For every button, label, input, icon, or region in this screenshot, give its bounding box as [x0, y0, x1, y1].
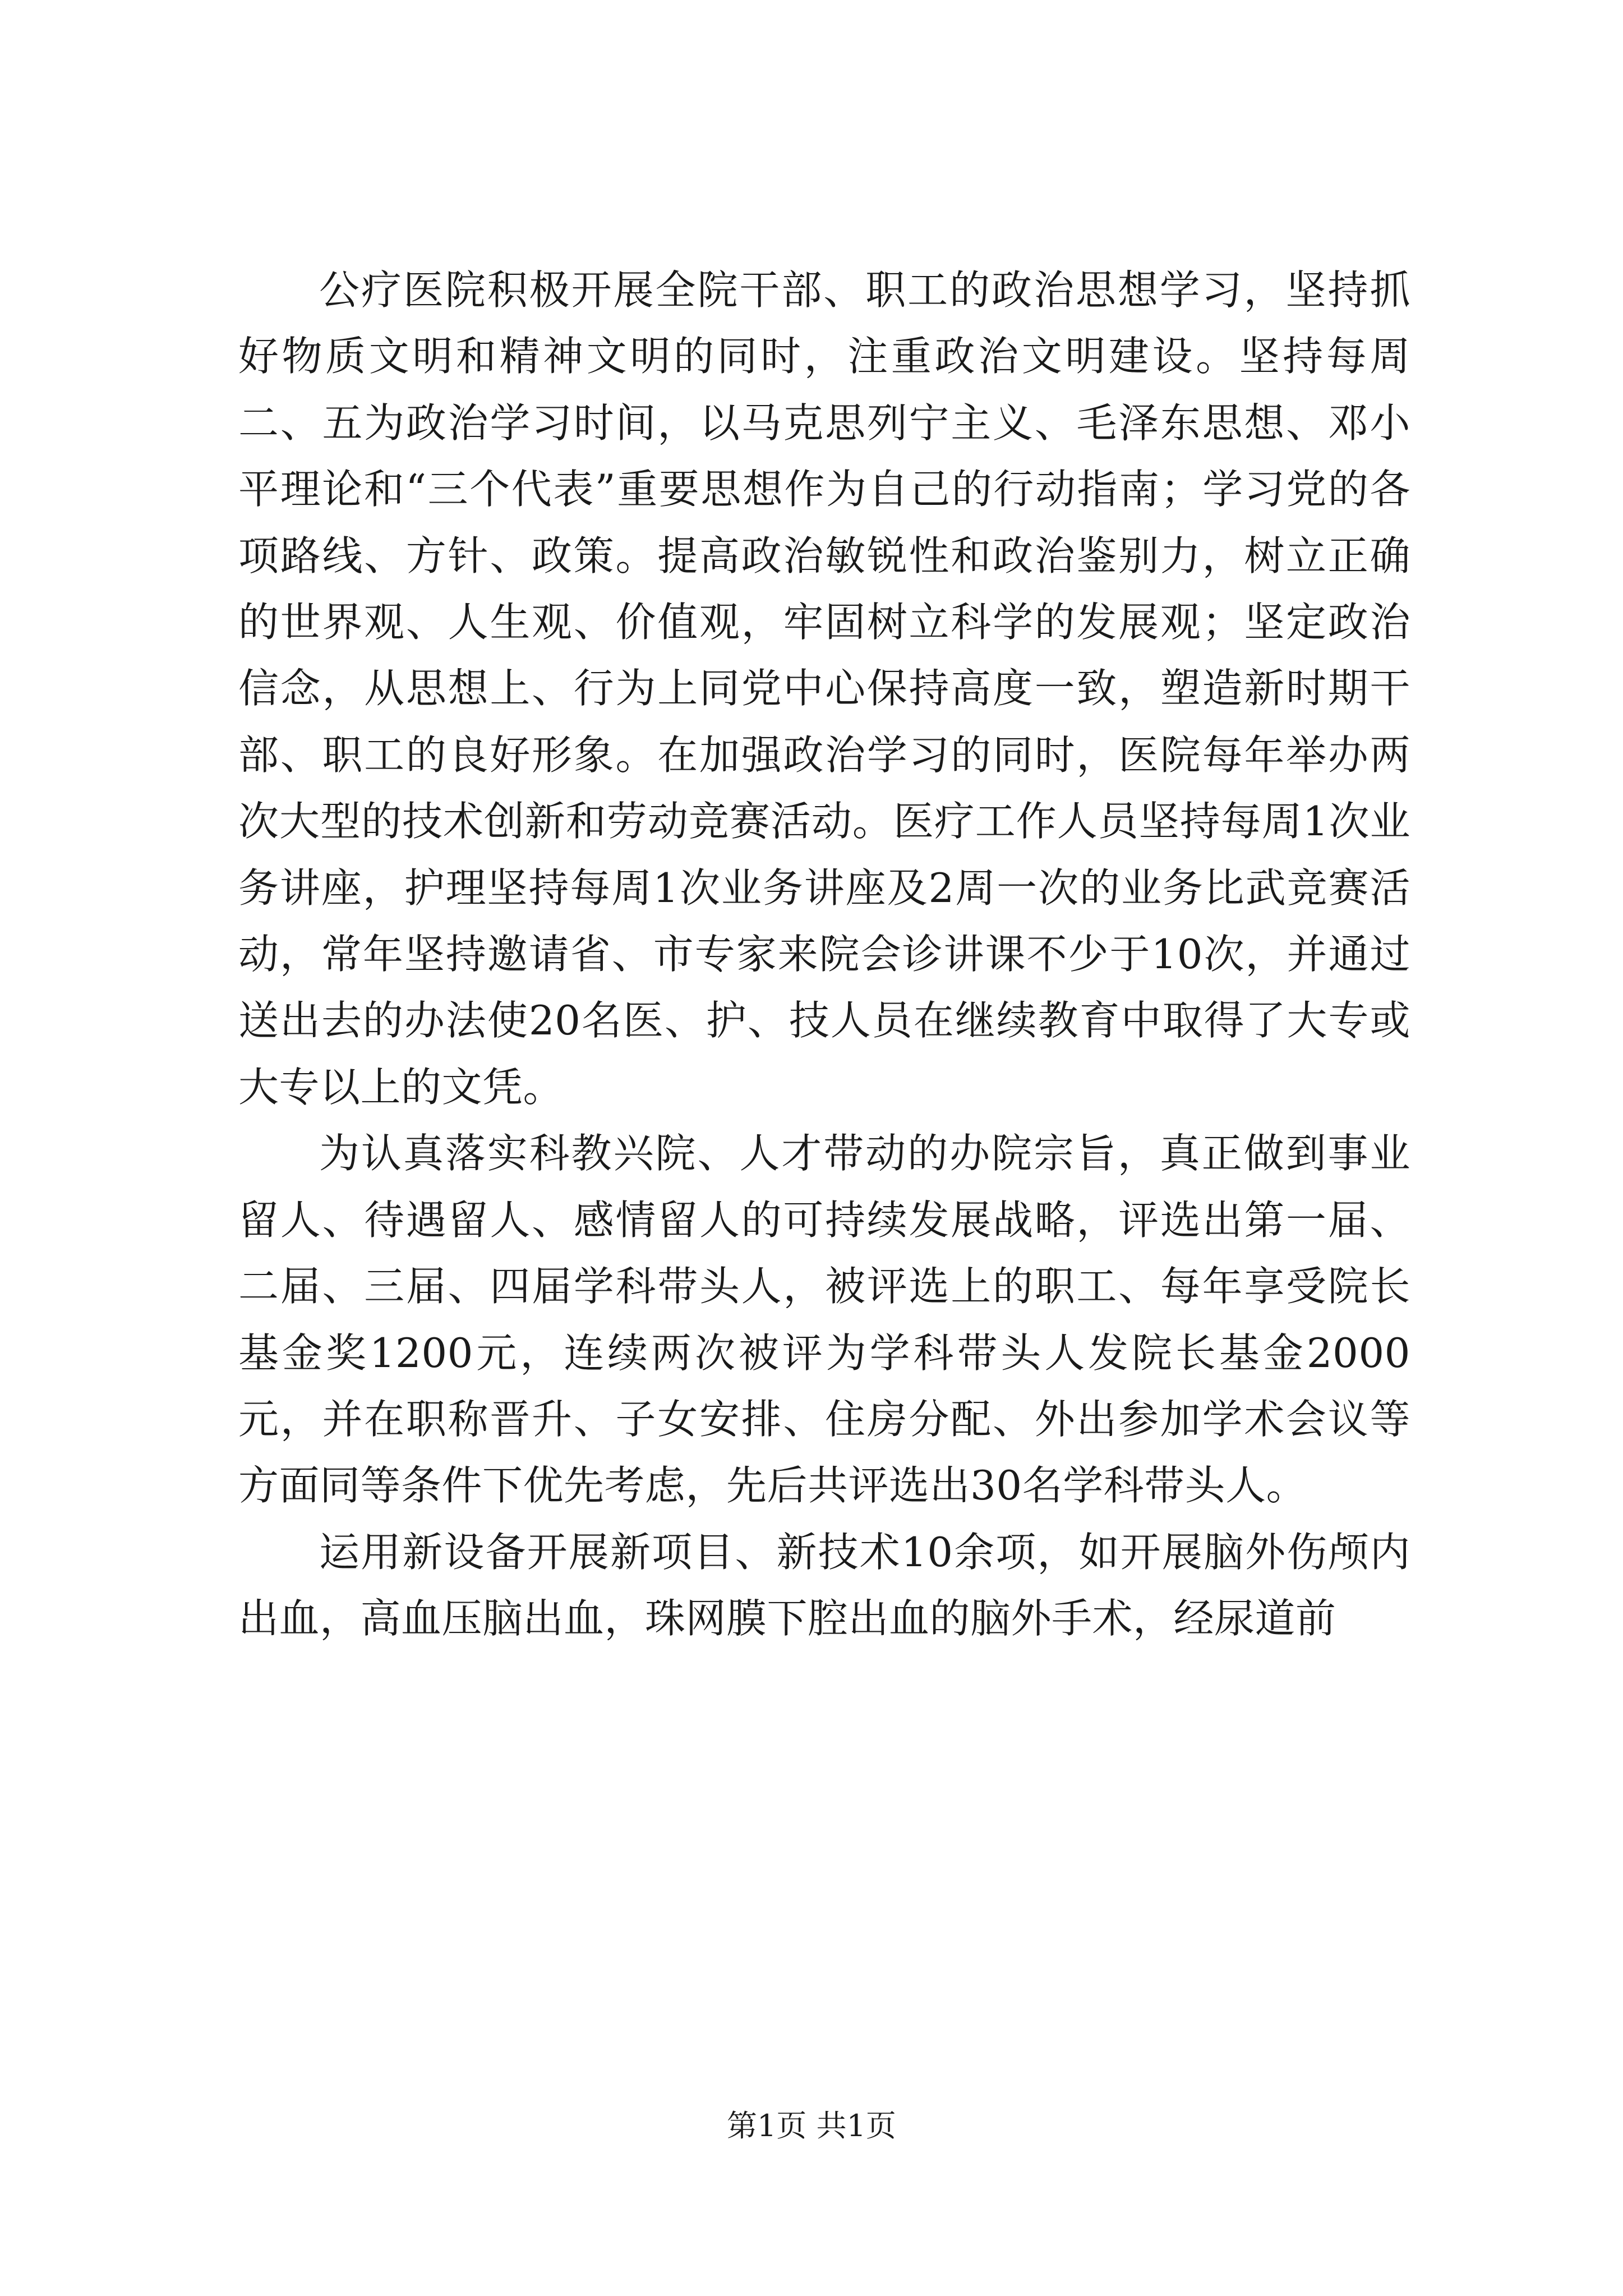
paragraph-political-study: 公疗医院积极开展全院干部、职工的政治思想学习，坚持抓好物质文明和精神文明的同时，注重政治文明建设。坚持每周二、五为政治学习时间，以马克思列宁主义、毛泽东思想、邓小平理论和“三个代表”重要思想作为自己的行动指南；学习党的各项路线、方针、政策。提高政治敏锐性和政治鉴别力，树立正确的世界观、人生观、价值观，牢固树立科学的发展观；坚定政治信念，从思想上、行为上同党中心保持高度一致，塑造新时期干部、职工的良好形象。在加强政治学习的同时，医院每年举办两次大型的技术创新和劳动竞赛活动。医疗工作人员坚持每周1次业务讲座，护理坚持每周1次业务讲座及2周一次的业务比武竞赛活动，常年坚持邀请省、市专家来院会诊讲课不少于10次，并通过送出去的办法使20名医、护、技人员在继续教育中取得了大专或大专以上的文凭。: [238, 266, 1410, 1111]
page-footer: 第1页 共1页: [727, 2108, 896, 2143]
document-body: [238, 257, 1410, 1652]
paragraph-talent-program: 为认真落实科教兴院、人才带动的办院宗旨，真正做到事业留人、待遇留人、感情留人的可持续发展战略，评选出第一届、二届、三届、四届学科带头人，被评选上的职工、每年享受院长基金奖1200元，连续两次被评为学科带头人发院长基金2000元，并在职称晋升、子女安排、住房分配、外出参加学术会议等方面同等条件下优先考虑，先后共评选出30名学科带头人。: [238, 1130, 1410, 1510]
paragraph-new-technology: 运用新设备开展新项目、新技术10余项，如开展脑外伤颅内出血，高血压脑出血，珠网膜下腔出血的脑外手术，经尿道前: [238, 1528, 1410, 1642]
